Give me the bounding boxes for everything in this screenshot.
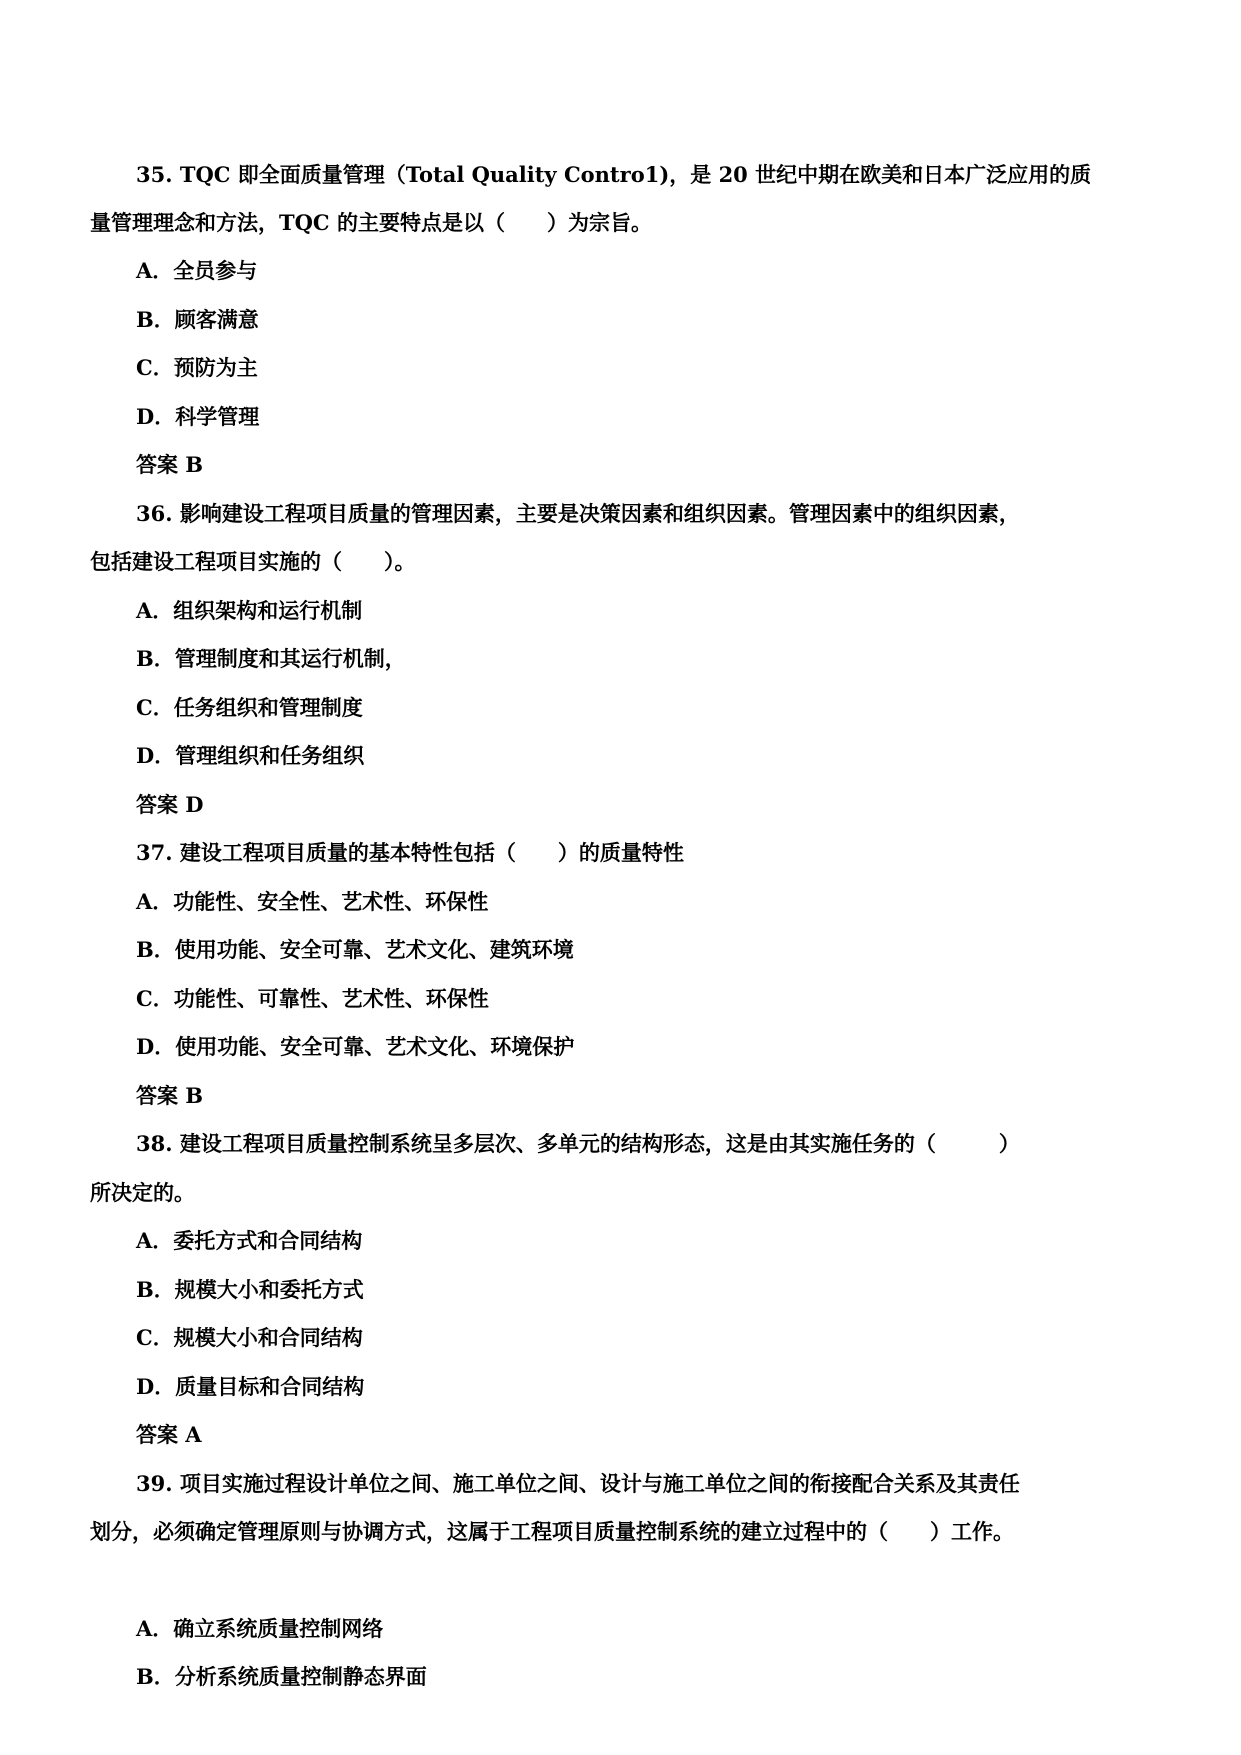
question-37-option-c: C．功能性、可靠性、艺术性、环保性	[136, 986, 489, 1011]
question-36-stem-line-2: 包括建设工程项目实施的（ ）。	[90, 549, 416, 574]
question-37-option-a: A．功能性、安全性、艺术性、环保性	[136, 889, 489, 914]
question-37-option-b: B．使用功能、安全可靠、艺术文化、建筑环境	[136, 937, 574, 962]
question-35-option-d: D．科学管理	[136, 404, 260, 429]
question-38-option-a: A．委托方式和合同结构	[136, 1228, 363, 1253]
question-35-stem-line-2: 量管理理念和方法，TQC 的主要特点是以（ ）为宗旨。	[90, 210, 652, 235]
question-35-option-b: B．顾客满意	[136, 307, 259, 332]
question-39-option-b: B．分析系统质量控制静态界面	[136, 1664, 427, 1689]
question-37-option-d: D．使用功能、安全可靠、艺术文化、环境保护	[136, 1034, 575, 1059]
question-37-stem-line-1: 37. 建设工程项目质量的基本特性包括（ ）的质量特性	[136, 840, 684, 865]
question-39-option-a: A．确立系统质量控制网络	[136, 1616, 384, 1641]
question-38-option-c: C．规模大小和合同结构	[136, 1325, 363, 1350]
question-36-option-a: A．组织架构和运行机制	[136, 598, 363, 623]
question-36-answer: 答案 D	[136, 792, 204, 817]
question-35-answer: 答案 B	[136, 452, 204, 477]
question-38-answer: 答案 A	[136, 1422, 202, 1447]
question-36-stem-line-1: 36. 影响建设工程项目质量的管理因素，主要是决策因素和组织因素。管理因素中的组织因素，	[136, 501, 1020, 526]
question-35-option-a: A．全员参与	[136, 258, 258, 283]
question-35-stem-line-1: 35. TQC 即全面质量管理（Total Quality Contro1)，是 20 世纪中期在欧美和日本广泛应用的质	[136, 162, 1092, 187]
question-38-stem-line-1: 38. 建设工程项目质量控制系统呈多层次、多单元的结构形态，这是由其实施任务的（ ）	[136, 1131, 1020, 1156]
question-36-option-d: D．管理组织和任务组织	[136, 743, 365, 768]
question-38-stem-line-2: 所决定的。	[90, 1180, 195, 1205]
question-36-option-c: C．任务组织和管理制度	[136, 695, 363, 720]
question-39-stem-line-2: 划分，必须确定管理原则与协调方式，这属于工程项目质量控制系统的建立过程中的（ ）工作。	[90, 1519, 1014, 1544]
question-38-option-b: B．规模大小和委托方式	[136, 1277, 364, 1302]
question-38-option-d: D．质量目标和合同结构	[136, 1374, 365, 1399]
question-36-option-b: B．管理制度和其运行机制，	[136, 646, 406, 671]
question-39-stem-line-1: 39. 项目实施过程设计单位之间、施工单位之间、设计与施工单位之间的衔接配合关系及其责任	[136, 1471, 1020, 1496]
question-35-option-c: C．预防为主	[136, 355, 258, 380]
question-37-answer: 答案 B	[136, 1083, 204, 1108]
